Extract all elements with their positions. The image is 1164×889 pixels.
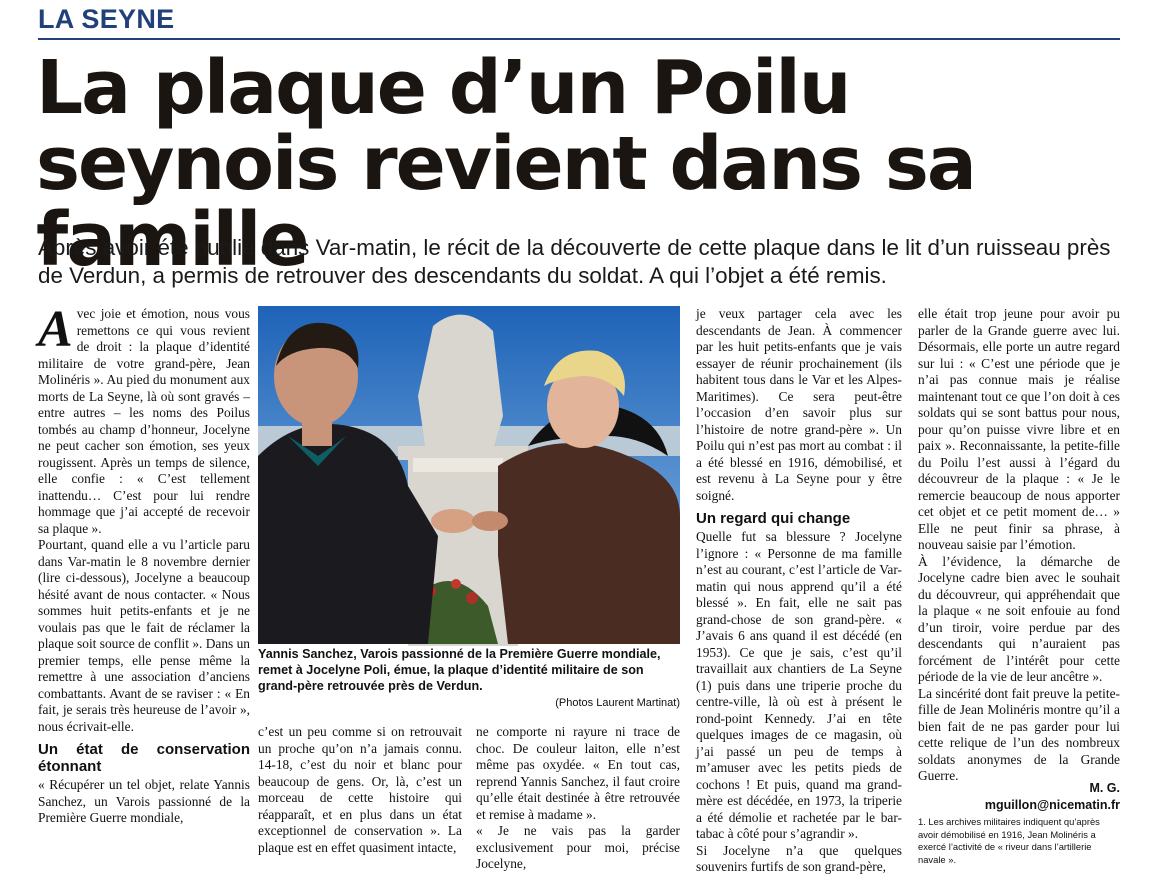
subhead-conservation: Un état de conservation étonnant xyxy=(38,741,250,775)
col2-paragraph-1: c’est un peu comme si on retrouvait un proche qu’on n’a jamais connu. 14-18, c’est du noir et blanc pour beaucoup de gens. Or, là, c’est un morceau de cette histoire qui réapparaît, et en plus dans un état exceptionnel de conservation ». La plaque est en effet quasiment intacte, xyxy=(258,724,462,855)
article-column-3 xyxy=(476,724,680,871)
article-column-2 xyxy=(258,724,462,864)
byline-email: mguillon@nicematin.fr xyxy=(984,798,1120,812)
article-photo xyxy=(258,306,680,644)
col3-paragraph-2: « Je ne vais pas la garder exclusivement pour moi, précise Jocelyne, xyxy=(476,823,680,871)
col3-paragraph-1: ne comporte ni rayure ni trace de choc. De couleur laiton, elle n’est même pas oxydée. « En tout cas, reprend Yannis Sanchez, il faut croire qu’elle était destinée à être retrouvée et remise à madame ». xyxy=(476,724,680,822)
footnote: 1. Les archives militaires indiquent qu’après avoir démobilisé en 1916, Jean Molinéris a exercé l’activité de « riveur dans l’artillerie navale ». xyxy=(918,816,1100,865)
col1-paragraph-1: vec joie et émotion, nous vous remettons ce qui vous revient de droit : la plaque d’identité militaire de votre grand-père, Jean Molinéris ». Au pied du monument aux morts de La Seyne, là où sont gravés – entre autres – les noms des Poilus tombés au champ d’honneur, Jocelyne ne peut cacher son émotion, ses yeux rougissent. Après un temps de silence, elle confie : « C’est tellement inattendu… C’est pour lui rendre hommage que j’ai accepté de recevoir sa plaque ». xyxy=(38,306,250,536)
col4-paragraph-3: Si Jocelyne n’a que quelques souvenirs furtifs de son grand-père, xyxy=(696,842,902,874)
photo-credit: (Photos Laurent Martinat) xyxy=(555,697,680,709)
col4-paragraph-1: je veux partager cela avec les descendants de Jean. À commencer par les huit petits-enfants que je vais essayer de réunir prochainement (ils habitent tous dans le Var et les Alpes-Maritimes). Ce sera peut-être l’occasion d’en savoir plus sur l’histoire de notre grand-père ». Un Poilu qui n’est pas mort au combat : il a été blessé en 1916, démobilisé, et est revenu à La Seyne pour y être soigné. xyxy=(696,306,902,503)
col5-paragraph-2: À l’évidence, la démarche de Jocelyne cadre bien avec le souhait du découvreur, qui appréhendait que la plaque « ne soit enfouie au fond d’un tiroir, voire perdue par des descendants qui n’auraient pas forcément de l’intérêt pour cette période de la vie de leur ancêtre ». xyxy=(918,553,1120,684)
byline xyxy=(918,780,1120,814)
byline-author: M. G. xyxy=(1089,781,1120,795)
subhead-regard: Un regard qui change xyxy=(696,510,851,527)
col5-paragraph-1: elle était trop jeune pour avoir pu parler de la Grande guerre avec lui. Désormais, elle porte un autre regard sur lui : « C’est une période que je n’ai pas connue mais je réalise maintenant tout ce que l’on doit à ces soldats qui se sont battus pour nous, pour qu’on puisse vivre libre et en paix ». Reconnaissante, la petite-fille du Poilu l’est aussi à l’égard du découvreur de la plaque : « Je le remercie beaucoup de nous apporter cet objet et ce petit moment de… » Elle ne peut finir sa phrase, à nouveau saisie par l’émotion. xyxy=(918,306,1120,552)
col4-paragraph-2: Quelle fut sa blessure ? Jocelyne l’ignore : « Personne de ma famille n’est au courant, c’est l’article de Var-matin qui nous apprend qu’il a été blessé ». En fait, elle ne sait pas grand-chose de son grand-père. « J’avais 6 ans quand il est décédé (en 1953). Ce que je sais, c’est qu’il travaillait aux chantiers de La Seyne (1) puis dans une triperie proche du centre-ville, là où est à présent le rond-point Kennedy. J’ai en tête quelques images de ce magasin, où j’ai passé un peu de temps à m’amuser avec les petits pieds de cochons ! Et puis, quand ma grand-mère est décédée, en 1973, la triperie a été démolie et rachetée par le bar-tabac à côté pour s’agrandir ». xyxy=(696,529,902,841)
drop-cap: A xyxy=(38,301,73,358)
standfirst: Après avoir été publié dans Var-matin, le récit de la découverte de cette plaque dans le lit d’un ruisseau près de Verdun, a permis de retrouver des descendants du soldat. A qui l’objet a été remis. xyxy=(38,235,1111,288)
article-column-5 xyxy=(918,306,1120,783)
section-header: LA SEYNE xyxy=(38,4,175,34)
col1-paragraph-3: « Récupérer un tel objet, relate Yannis Sanchez, un Varois passionné de la Première Guerre mondiale, xyxy=(38,777,250,825)
article-column-1 xyxy=(38,301,250,866)
headline: La plaque d’un Poilu seynois revient dans sa famille xyxy=(36,45,975,283)
photo-caption: Yannis Sanchez, Varois passionné de la Première Guerre mondiale, remet à Jocelyne Poli, émue, la plaque d’identité militaire de son grand-père retrouvée près de Verdun. xyxy=(258,647,661,693)
col5-paragraph-3: La sincérité dont fait preuve la petite-fille de Jean Molinéris montre qu’il a bien fait de ne pas garder pour lui cette relique de l’un des nombreux soldats anonymes de la Grande Guerre. xyxy=(918,685,1120,783)
col1-paragraph-2: Pourtant, quand elle a vu l’article paru dans Var-matin le 8 novembre dernier (lire ci-dessous), Jocelyne a beaucoup hésité avant de nous contacter. « Nous sommes huit petits-enfants et je ne voulais pas que le fait de réclamer la plaque soit source de conflit ». Dans un premier temps, elle pense même la remettre à une association d’anciens combattants. Avant de se raviser : « En fait, je serais très heureuse de l’avoir », nous écrivait-elle. xyxy=(38,537,250,734)
section-rule xyxy=(38,38,1120,40)
article-column-4 xyxy=(696,306,902,874)
